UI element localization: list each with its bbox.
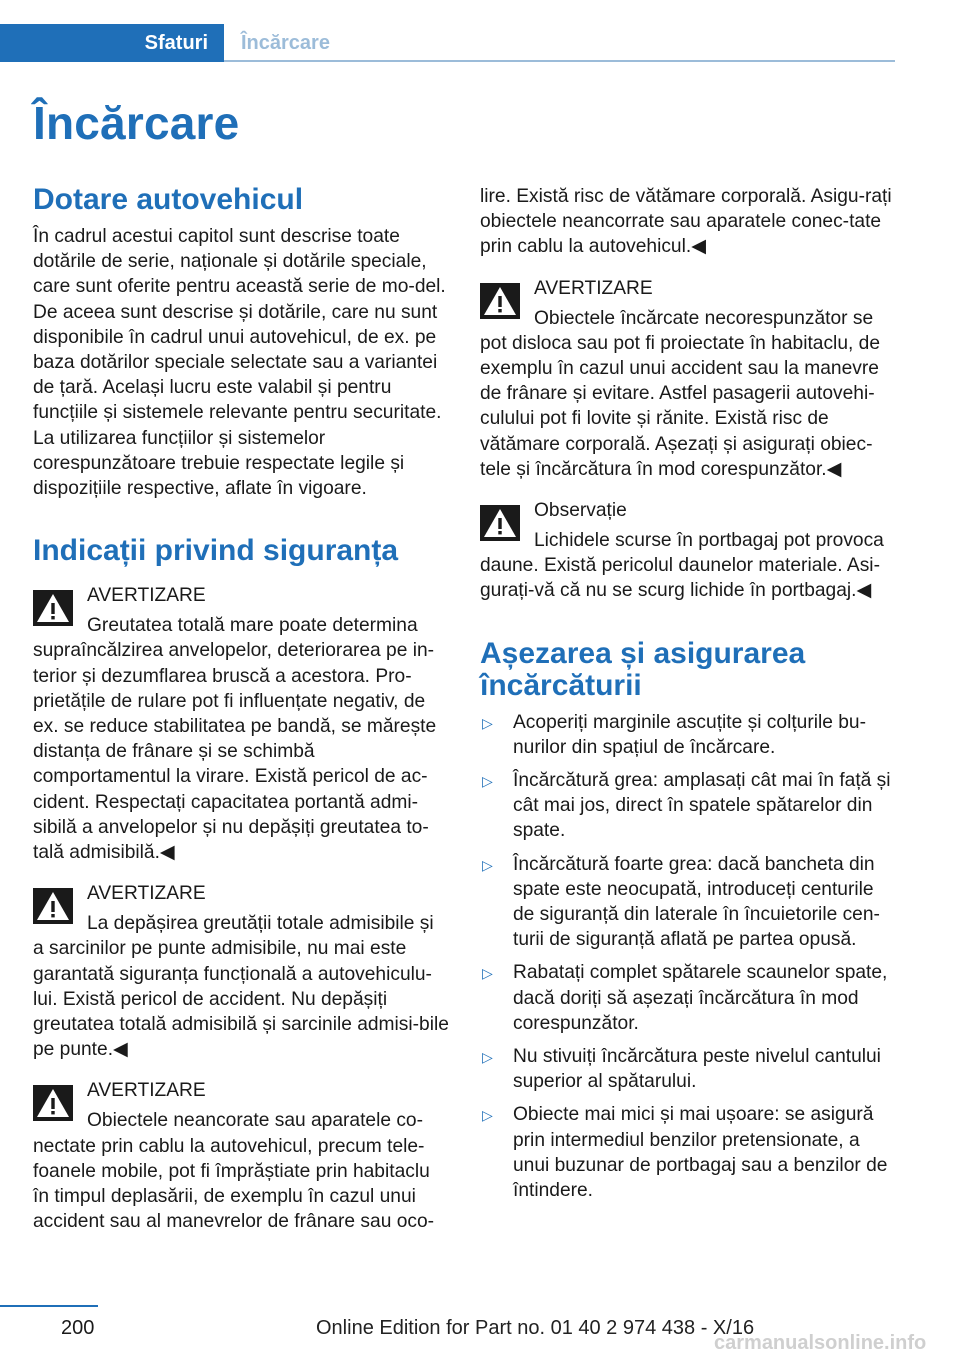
footer-rule bbox=[0, 1305, 98, 1307]
header-rule bbox=[224, 60, 895, 62]
list-item: ▷ Rabatați complet spătarele scaunelor spate, dacă doriți să așezați încărcătura în mod corespunzător. bbox=[480, 960, 896, 1036]
page-number: 200 bbox=[61, 1317, 95, 1339]
edition-line: Online Edition for Part no. 01 40 2 974 438 - X/16 bbox=[316, 1317, 755, 1339]
note-block bbox=[480, 498, 896, 604]
left-column bbox=[33, 184, 449, 1235]
bullet-triangle-icon: ▷ bbox=[482, 714, 493, 731]
warning-text: pot disloca sau pot fi proiectate în habitaclu, de exemplu în cazul unui accident sau la manevre de frânare și evitare. Astfel pasagerii autovehi‐culului pot fi lovite și rănite. Există risc de vătămare corporală. Așezați și asigurați obiec‐tele și încărcătura în mod corespunzător.◀ bbox=[480, 332, 880, 480]
warning-title: AVERTIZARE bbox=[87, 1080, 206, 1102]
warning-triangle-icon bbox=[480, 283, 520, 319]
bullet-triangle-icon: ▷ bbox=[482, 965, 493, 982]
warning-text-first: Greutatea totală mare poate determina bbox=[87, 615, 418, 637]
warning-triangle-icon bbox=[33, 590, 73, 626]
section-label: Încărcare bbox=[241, 31, 330, 54]
warning-title: AVERTIZARE bbox=[87, 883, 206, 905]
list-item: ▷ Acoperiți marginile ascuțite și colțurile bu‐nurilor din spațiul de încărcare. bbox=[480, 710, 896, 760]
warning-text-first: Obiectele încărcate necorespunzător se bbox=[534, 307, 874, 329]
list-item: ▷ Obiecte mai mici și mai ușoare: se asigură prin intermediul benzilor pretensionate, a unui buzunar de portbagaj sau a benzilor de întindere. bbox=[480, 1102, 896, 1203]
bullet-triangle-icon: ▷ bbox=[482, 856, 493, 873]
heading-dotare: Dotare autovehicul bbox=[33, 183, 304, 216]
right-column bbox=[480, 184, 896, 1211]
bullet-list bbox=[480, 710, 896, 1204]
note-text: daune. Există pericolul daunelor materiale. Asi‐gurați-vă că nu se scurg lichide în portbagaj.◀ bbox=[480, 555, 880, 602]
warning-text-first: La depășirea greutății totale admisibile și bbox=[87, 913, 434, 935]
warning-block bbox=[33, 1078, 449, 1234]
warning-triangle-icon bbox=[33, 888, 73, 924]
paragraph-continuation: lire. Există risc de vătămare corporală. Asigu‐rați obiectele neancorrate sau aparatele conec‐tate prin cablu la autovehicul.◀ bbox=[480, 186, 892, 258]
warning-text-first: Obiectele neancorate sau aparatele co‐ bbox=[87, 1110, 423, 1132]
warning-triangle-icon bbox=[480, 505, 520, 541]
warning-text: a sarcinilor pe punte admisibile, nu mai este garantată siguranța funcțională a autovehiculu‐lui. Există pericol de accident. Nu depășiți greutatea totală admisibilă și sarcinile admisi‐bile pe punte.◀ bbox=[33, 938, 449, 1061]
warning-block bbox=[33, 881, 449, 1062]
warning-block bbox=[33, 583, 449, 865]
warning-text: nectate prin cablu la autovehicul, precum tele‐foanele mobile, pot fi împrăștiate prin habitaclu în timpul deplasării, de exemplu în cazul unui accident sau al manevrelor de frânare sau oco‐ bbox=[33, 1135, 435, 1233]
warning-block bbox=[480, 276, 896, 482]
page-title: Încărcare bbox=[33, 97, 240, 149]
bullet-triangle-icon: ▷ bbox=[482, 1049, 493, 1066]
warning-title: AVERTIZARE bbox=[87, 585, 206, 607]
list-item: ▷ Încărcătură grea: amplasați cât mai în față și cât mai jos, direct în spatele spătarelor din spate. bbox=[480, 768, 896, 844]
heading-asezare: Așezarea și asigurarea încărcăturii bbox=[480, 636, 806, 702]
list-item: ▷ Încărcătură foarte grea: dacă bancheta din spate este neocupată, introduceți centurile de siguranță din laterale în încuietorile cen‐turii de siguranță aflată pe partea opusă. bbox=[480, 852, 896, 953]
note-text-first: Lichidele scurse în portbagaj pot provoca bbox=[534, 530, 884, 552]
chapter-tab: Sfaturi bbox=[0, 24, 224, 62]
bullet-triangle-icon: ▷ bbox=[482, 1107, 493, 1124]
paragraph-dotare: În cadrul acestui capitol sunt descrise toate dotările de serie, naționale și dotările speciale, care sunt oferite pentru această serie de mo‐del. De aceea sunt descrise și dotările, care nu sunt disponibile în cadrul unui autovehicul, de ex. pe baza dotărilor speciale selectate sau a variantei de țară. Același lucru este valabil și pentru funcțiile și sistemele relevante pentru securitate. La utilizarea funcțiilor și sistemelor corespunzătoare trebuie respectate legile și dispozițiile respective, aflate în vigoare. bbox=[33, 226, 446, 500]
bullet-triangle-icon: ▷ bbox=[482, 773, 493, 790]
list-item: ▷ Nu stivuiți încărcătura peste nivelul cantului superior al spătarului. bbox=[480, 1044, 896, 1094]
running-header bbox=[0, 24, 895, 62]
note-title: Observație bbox=[534, 500, 627, 522]
warning-text: supraîncălzirea anvelopelor, deteriorarea pe in‐terior și dezumflarea bruscă a acestora. Pro‐prietățile de rulare pot fi influențate negativ, de ex. se reduce stabilitatea pe bandă, se mărește distanța de frânare și se schimbă comportamentul la virare. Există pericol de ac‐cident. Respectați capacitatea portantă admi‐sibilă a anvelopelor și nu depășiți greutatea to‐tală admisibilă.◀ bbox=[33, 640, 437, 864]
warning-title: AVERTIZARE bbox=[534, 277, 653, 299]
watermark: carmanualsonline.info bbox=[714, 1332, 927, 1354]
heading-siguranta: Indicații privind siguranța bbox=[33, 534, 399, 568]
warning-triangle-icon bbox=[33, 1085, 73, 1121]
